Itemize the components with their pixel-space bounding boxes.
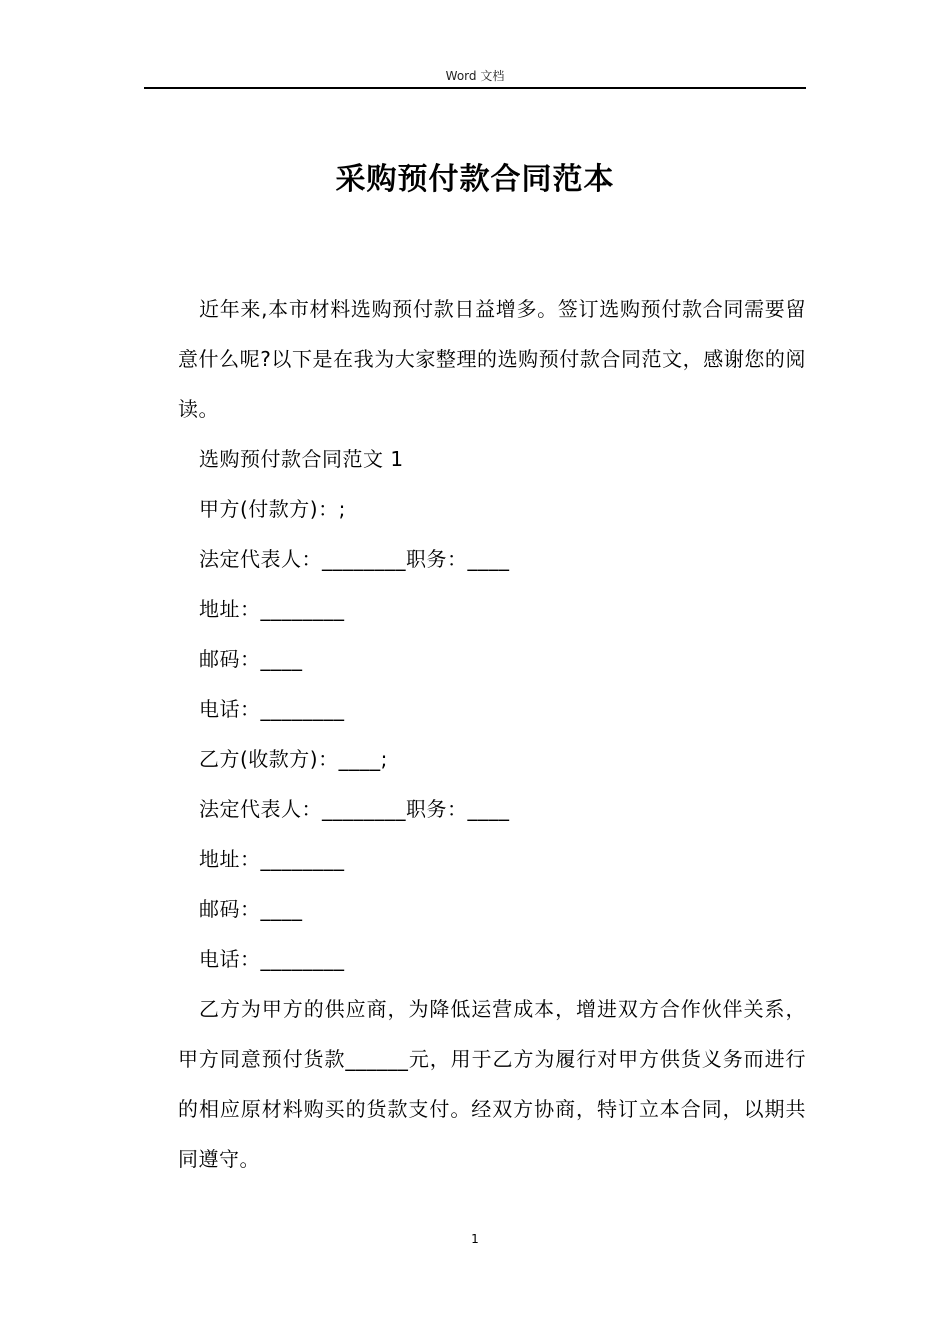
party-b-phone: 电话：________ [199,947,345,971]
document-header: Word 文档 [445,69,505,83]
party-a-postcode: 邮码：____ [199,647,303,671]
party-a-address: 地址：________ [199,597,345,621]
intro-paragraph: 近年来,本市材料选购预付款日益增多。签订选购预付款合同需要留意什么呢?以下是在我为大家整理的选购预付款合同范文，感谢您的阅读。 [178,297,806,421]
party-b-postcode: 邮码：____ [199,897,303,921]
party-a-phone: 电话：________ [199,697,345,721]
document-body [178,284,806,1184]
clause-paragraph: 乙方为甲方的供应商，为降低运营成本，增进双方合作伙伴关系，甲方同意预付货款______元，用于乙方为履行对甲方供货义务而进行的相应原材料购买的货款支付。经双方协商，特订立本合同，以期共同遵守。 [178,997,806,1171]
header-divider [144,87,806,89]
party-b-address: 地址：________ [199,847,345,871]
party-a-legal-rep: 法定代表人：________职务：____ [199,547,510,571]
party-a-label: 甲方(付款方)：; [199,497,346,521]
page-number: 1 [471,1232,479,1246]
party-b-legal-rep: 法定代表人：________职务：____ [199,797,510,821]
party-b-label: 乙方(收款方)：____; [199,747,388,771]
document-title: 采购预付款合同范本 [335,162,615,197]
section-title: 选购预付款合同范文 1 [199,447,404,471]
